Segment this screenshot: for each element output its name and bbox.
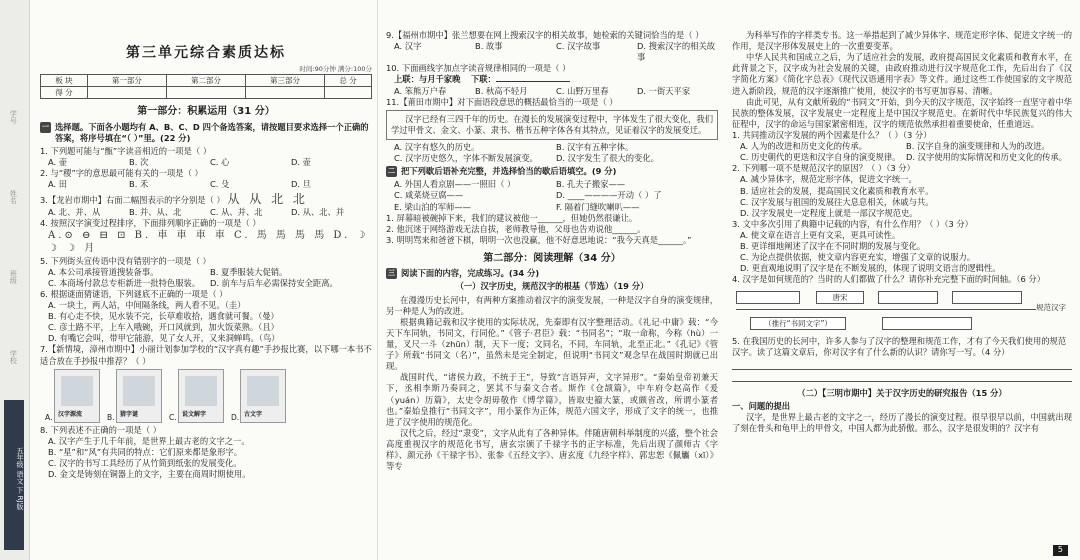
quote-box: 汉字已经有三四千年的历史。在漫长的发展演变过程中，字体发生了很大变化，我们学过甲骨文、金文、小篆、隶书、楷书五种字体各有其特点，见证着汉字的发展变迁。: [386, 110, 718, 140]
spine-label: 班级: [9, 270, 18, 284]
question: 7.【新情境，漳州市期中】小丽计划参加学校的“汉字真有趣”手抄报比赛，以下哪一本书不适合放在手抄报中推荐？（ ） A. 汉字源流 B. 猜字谜 C. 说文解字 D. 古文字: [40, 344, 372, 422]
timeline-box: （推行“书同文字”）: [750, 317, 846, 330]
question: 10. 下面画线字加点字读音规律相同的一项是（ ） 上联：与月千家晚 下联： A. 笨熊万户春 B. 秋高不轻月 C. 山野万里春 D. 一街天平家: [386, 63, 691, 96]
question: 11.【莆田市期中】对下面语段意思的概括最恰当的一项是（ ） 汉字已经有三四千年的历史。在漫长的发展演变过程中，字体发生了很大变化，我们学过甲骨文、金文、小篆、隶书、楷书五种字体各有其特点，见证着汉字的发展变迁。 A. 汉字有悠久的历史。 B. 汉字有五种字体。 C. 汉字历史悠久，字体不断发展演变。 D. 汉字发生了很大的变化。: [386, 97, 718, 165]
timeline-blank[interactable]: [952, 291, 1022, 304]
idiom-list: A. 外国人看京剧——一照旧（ ） B. 孔夫子搬家—— C. 咸菜烧豆腐—— D. ____————开动（ ）了 E. 梁山泊的军师—— F. 隔着门缝吹喇叭——: [394, 179, 662, 212]
section-heading: 一 选择题。下面各小题均有 A、B、C、D 四个备选答案，请按题目要求选择一个正确的答案，将序号填在“（ ）”里。(22 分): [42, 121, 369, 143]
page-number: 5: [1053, 545, 1068, 556]
timeline-diagram: [732, 289, 1072, 333]
book-cover: B. 猜字谜: [116, 369, 162, 423]
answer-lines[interactable]: [732, 358, 1072, 382]
page-title: 第三单元综合素质达标: [126, 45, 286, 61]
subheading: 一、问题的提出: [732, 400, 791, 411]
spine-label: 学号: [9, 110, 18, 124]
paragraph: 中华人民共和国成立之后，为了适应社会的发展，政府提高国民文化素质和教育水平，在此背景之下，汉字成为社会发展的关键，由政府推动进行汉字规范化工作，先后出台了《汉字简化方案》《简化字总表》《现代汉语通用字表》等文件。通过这些工作使国家的文字规范进入新阶段，规范的汉字逐渐推广使用，使汉字的书写更加容易、清晰。: [732, 52, 1072, 96]
paragraph: 汉字，是世界上最古老的文字之一，经历了漫长的演变过程。很早很早以前，中国就出现了刻在骨头和龟甲上的甲骨文，中国人都为此骄傲。那么，汉字是很发明的？汉字有: [732, 411, 1072, 434]
question: 5. 在我国历史的长河中，许多人参与了汉字的整理和规范工作，才有了今天我们使用的规范汉字。读了这篇文章后，你对汉字有了什么新的认识？请你写一写。（4 分）: [732, 336, 1072, 382]
book-cover: A. 汉字源流: [54, 369, 100, 423]
spine-label: 学校: [9, 350, 18, 364]
book-cover: C. 说文解字: [178, 369, 224, 423]
right-page: [724, 0, 1080, 560]
question: 4. 按照汉字演变过程排序，下面排列顺序正确的一项是（ ） A.⊙ ⊖ ⊟ ⊡ B. 車 車 車 車 C. 馬 馬 馬 馬 D. ☽ ☽ ☽ 月: [40, 218, 372, 256]
score-cell[interactable]: [87, 87, 166, 99]
reading-title: （一）汉字历史，规范汉字的根基（节选）（19 分）: [455, 281, 649, 292]
question: 1. 共同推动汉字发展的两个因素是什么？（ ）（3 分） A. 人为的改进和历史文化的传承。 B. 汉字自身的演变规律和人为的改进。 C. 历史朝代的更迭和汉字自身的演变规律。 D. 汉字使用的实际情况和历史文化的传承。: [732, 129, 1068, 163]
question: 3.【龙岩市期中】右面二幅图表示的字分别是（ ） 从 从 北 北 A. 北、并、从 B. 并、从、北 C. 从、并、北 D. 从、北、并: [40, 191, 345, 217]
paragraph: 由此可见，从有文献所载的“书同文”开始，到今天的汉字规范，汉字始终一直坚守着中华民族的整体发展，汉字发展史一定程度上是中国汉字规范史。在新时代中华民族复兴的伟大征程中，汉字的命运与国家紧密相连，汉字的规范依然承担着重要使命，任重道远。: [732, 96, 1072, 129]
score-table: 板 块 第一部分 第二部分 第三部分 总 分 得 分: [40, 74, 372, 99]
timeline-blank[interactable]: [882, 317, 972, 330]
ancient-glyphs: 从 从 北 北: [227, 191, 308, 206]
fill-blank: 1. 屏幕暗被碗掉下来，我们的建议被他一______，但她仍然很谦让。 2. 他沉迷于网络游戏无法自拔，老师教导他，父母也告劝说他______。 3. 明明骂来和爸爸下棋，明明一次也没赢，他不好意思地说：“我今天真是______。”: [386, 212, 692, 245]
timeline-blank[interactable]: [736, 291, 800, 304]
question: 2. 下列哪一项不是规范汉字的原因？（ ）（3 分） A. 减少异体字，规范定形字体，促进文字统一。 B. 适应社会的发展，提高国民文化素质和教育水平。 C. 汉字发展与祖国的发展往大息息相关，休戚与共。 D. 汉字发展史一定程度上就是一部汉字规范史。: [732, 163, 934, 218]
left-page: [0, 0, 378, 560]
question: 3. 文中多次引用了典籍中记载的内容，有什么作用？（ ）（3 分） A. 使文章在语言上更有文采，更具可读性。 B. 更详细地阐述了汉字在不同时期的发展与变化。 C. 为论点提供依据，使文章内容更充实，增强了文章的说服力。 D. 更直观地说明了汉字是在不断发展的，体现了说明文语言的逻辑性。: [732, 218, 1001, 274]
question: 6. 根据谜面猜谜语，下列谜底不正确的一项是（ ） A. 一块土，两人站，中间隔条线，两人看不见。（圭） B. 有心走不快，见水装不完，长草难收拾，遇食就可餐。（曼） C. 彦土路不平，上车入哦碗，开口风就到，加火饭菜熟。（且） D. 有嘴它会叫，带甲它能游，见了女人开，又来洞蝉鸣。（鸟）: [40, 288, 280, 344]
evolution-glyphs: A.⊙ ⊖ ⊟ ⊡ B. 車 車 車 車 C. 馬 馬 馬 馬 D. ☽ ☽ ☽ 月: [48, 229, 369, 255]
question: 4. 汉字是如何规范的？当时的人们都做了什么？请你补充完整下面的时间轴。（6 分） 唐宋 （推行“书同文字”） 规范汉字: [732, 274, 1072, 332]
timeline-blank[interactable]: [878, 291, 938, 304]
exam-meta: 时间:90分钟 满分:100分: [299, 64, 372, 73]
binding-spine: [0, 0, 30, 560]
paragraph: 在漫漫历史长河中，有两种方案推动着汉字的演变发展，一种是汉字自身的演变规律，另一种是人为的改进。: [386, 294, 718, 316]
question: 9.【福州市期中】张兰想要在网上搜索汉字的相关故事，她检索的关键词恰当的是（ ） A. 汉字 B. 故事 C. 汉字故事 D. 搜索汉字的相关故事: [386, 30, 716, 63]
part-title: 第一部分：积累运用（31 分）: [137, 106, 275, 118]
spine-brand: 五年级 语文 下 RJ版: [4, 400, 24, 550]
paragraph: 根据典籍记载和汉字使用的实际状况，先秦即有汉字整理活动。《礼记·中庸》载：“今天下车同轨，书同文，行同伦。”《管子·君臣》载：“书同名”；“取一命称，今称（hù）一量，叉尺一斗（zhūn）制，天下一度；文同名，不同，车同轨，北至正北。”《孔记》《管子》所载“书同文（名）”，虽然未是完全制定，但说明“书同文”观念早在战国时期就已出现。: [386, 316, 718, 372]
timeline-box: 唐宋: [816, 291, 864, 304]
section-heading: 三 阅读下面的内容，完成练习。(34 分): [388, 268, 540, 279]
paragraph: 战国时代，“诸侯力政，不统于王”，导致“言语异声，文字异形”。“秦始皇帝初兼天下，丞相李斯乃奏同之，罢其不与秦文合者。斯作《仓颉篇》，中车府令赵高作《爰（yuán）历篇》，太史令胡毋敬作《博学篇》，皆取史籀大篆，或颇省改，所谓小篆者也。”秦始皇推行“书同文字”，用小篆作为正体，规范六国文字，形成了文字的统一，也推进了汉字使用的规范化。: [386, 372, 718, 427]
question: 8. 下列表述不正确的一项是（ ） A. 汉字产生于几千年前，是世界上最古老的文字之一。 B. “星”和“风”有共同的特点：它们原来都是象形字。 C. 汉字的书写工具经历了从竹简到纸张的发展变化。 D. 金文是铸刻在铜器上的文字，主要在商周时期使用。: [40, 424, 251, 480]
score-cell[interactable]: [246, 87, 325, 99]
question: 2. 与“稷”字的意思最可能有关的一项是（ ） A. 田 B. 禾 C. 殳 D. 旦: [40, 168, 311, 190]
score-cell[interactable]: [325, 87, 372, 99]
paragraph: 汉代之后，经过“隶变”，文字从此有了各种异体。伴随唐朝科举制度的兴盛，整个社会高度重视汉字的规范化书写，唐玄宗颁了千禄字书的正字标准，先后出现了颜师古《字样》、颜元孙《干禄字书》、张参《五经文字》、唐玄度《九经字样》、郭忠恕《佩觿（xī）》等专: [386, 427, 718, 472]
middle-column: [378, 0, 724, 560]
spine-label: 姓名: [9, 190, 18, 204]
part-title: 第二部分：阅读理解（34 分）: [483, 252, 621, 264]
book-cover: D. 古文字: [240, 369, 286, 423]
timeline-end: 规范汉字: [1036, 302, 1066, 312]
reading-title: （二）【三明市期中】关于汉字历史的研究报告（15 分）: [797, 387, 1007, 398]
question: 1. 下列题可能与“甑”字读音相近的一项是（ ） A. 壶 B. 次 C. 心 D. 壶: [40, 146, 311, 168]
section-heading: 二 把下列歇后语补充完整，并选择恰当的歇后语填空。(9 分): [388, 166, 617, 177]
paragraph: 为科举写作的字样类专书。这一举措起到了减少异体字、规范定形字体、促进文字统一的作用，是汉字形体发展史上的一次重要变革。: [732, 30, 1072, 52]
question: 5. 下列街头宣传语中没有错别字的一项是（ ） A. 本公司承接管道搜装备事。 B. 夏季服装大促销。 C. 本商场付款总专柜新进一批特色服装。 D. 前车与后车必需保持安全距离。: [40, 255, 338, 288]
score-cell[interactable]: [166, 87, 245, 99]
